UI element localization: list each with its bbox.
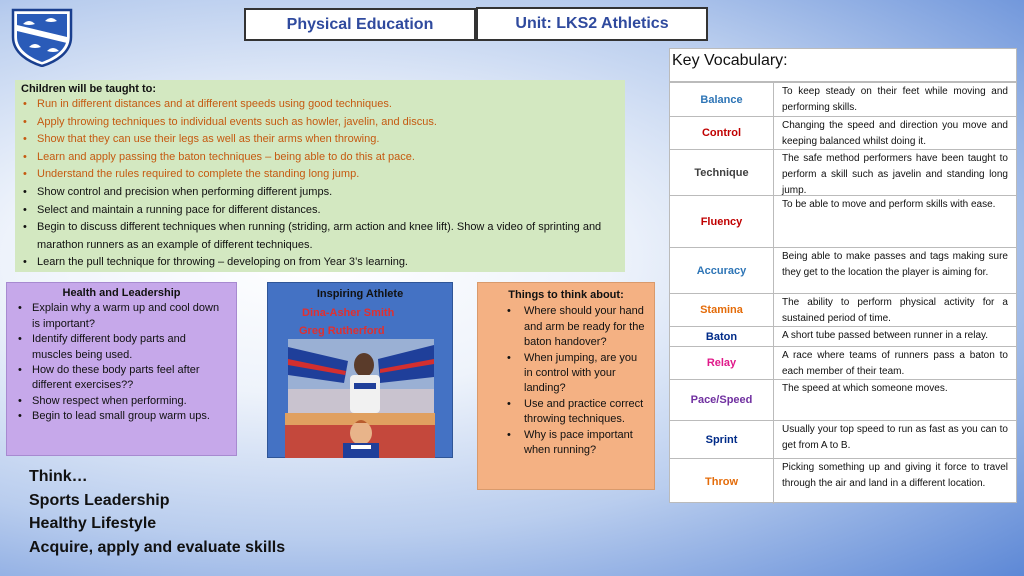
long-jumper-photo: [285, 413, 435, 458]
vocab-word: Relay: [670, 347, 774, 379]
vocab-row: [670, 326, 1016, 346]
objective-item: • Apply throwing techniques to individual events such as howler, javelin, and discus.: [21, 114, 619, 132]
vocab-definition: To keep steady on their feet while moving and performing skills.: [782, 86, 1008, 113]
inspiring-athlete-panel: [267, 282, 453, 458]
athlete-title: Inspiring Athlete: [316, 288, 404, 300]
vocab-definition: Usually your top speed to run as fast as you can to get from A to B.: [782, 424, 1008, 451]
school-crest-logo: [9, 7, 75, 67]
health-leadership-panel: [6, 282, 237, 456]
vocab-definition: Picking something up and giving it force to travel through the air and land in a different location.: [782, 462, 1008, 489]
things-item: • Why is pace important when running?: [486, 428, 646, 459]
health-item: • Identify different body parts and muscles being used.: [15, 332, 228, 363]
vocab-row: [670, 149, 1016, 195]
vocab-definition: Changing the speed and direction you move and keeping balanced whilst doing it.: [782, 120, 1008, 147]
things-item: • Use and practice correct throwing techniques.: [486, 397, 646, 428]
vocab-word: Fluency: [670, 196, 774, 247]
unit-title: Unit: LKS2 Athletics: [476, 7, 708, 41]
vocab-row: [670, 247, 1016, 293]
objective-item: • Learn the pull technique for throwing – developing on from Year 3’s learning.: [21, 254, 619, 272]
think-line: Acquire, apply and evaluate skills: [29, 538, 286, 556]
objective-item: • Understand the rules required to complete the standing long jump.: [21, 166, 619, 184]
vocab-word: Sprint: [670, 421, 774, 458]
health-item: • Explain why a warm up and cool down is important?: [15, 301, 228, 332]
vocab-definition: A race where teams of runners pass a baton to each member of their team.: [782, 350, 1008, 377]
vocab-word: Accuracy: [670, 248, 774, 293]
think-line: Think…: [29, 468, 88, 485]
athlete-name: Greg Rutherford: [299, 325, 385, 337]
objectives-heading: Children will be taught to:: [21, 83, 157, 95]
things-title: Things to think about:: [508, 289, 624, 301]
health-title: Health and Leadership: [62, 287, 181, 299]
vocab-row: [670, 346, 1016, 379]
health-item: • Begin to lead small group warm ups.: [15, 409, 228, 424]
things-to-think-panel: [477, 282, 655, 490]
vocab-row: [670, 379, 1016, 420]
vocab-word: Throw: [670, 459, 774, 504]
vocab-definition: The ability to perform physical activity for a sustained period of time.: [782, 297, 1008, 324]
vocab-word: Balance: [670, 83, 774, 116]
vocab-word: Control: [670, 117, 774, 149]
vocab-definition: The safe method performers have been taught to perform a skill such as javelin and standing long jump.: [782, 153, 1008, 196]
vocab-definition: A short tube passed between runner in a relay.: [782, 330, 989, 341]
vocab-word: Baton: [670, 327, 774, 346]
health-item: • How do these body parts feel after different exercises??: [15, 363, 228, 394]
vocab-word: Stamina: [670, 294, 774, 326]
vocab-row: [670, 420, 1016, 458]
sprinter-photo: [288, 339, 434, 413]
athlete-name: Dina-Asher Smith: [302, 307, 395, 319]
vocab-row: [670, 458, 1016, 504]
vocab-row: [670, 195, 1016, 247]
objective-item: • Begin to discuss different techniques when running (striding, arm action and knee lift). Show a video of sprinting and marathon runners as an example of different techniques.: [21, 219, 619, 254]
think-block: [29, 465, 285, 559]
objective-item: • Show that they can use their legs as well as their arms when throwing.: [21, 131, 619, 149]
vocab-definition: To be able to move and perform skills with ease.: [782, 199, 996, 210]
things-item: • Where should your hand and arm be ready for the baton handover?: [486, 304, 646, 350]
objective-item: • Show control and precision when performing different jumps.: [21, 184, 619, 202]
vocab-word: Technique: [670, 150, 774, 195]
things-item: • When jumping, are you in control with your landing?: [486, 351, 646, 397]
vocabulary-table: [669, 82, 1017, 503]
subject-title: Physical Education: [244, 8, 476, 41]
vocabulary-title: Key Vocabulary:: [669, 48, 1017, 82]
vocab-row: [670, 293, 1016, 326]
vocab-row: [670, 116, 1016, 149]
vocab-definition: The speed at which someone moves.: [782, 383, 948, 394]
objective-item: • Select and maintain a running pace for different distances.: [21, 202, 619, 220]
health-item: • Show respect when performing.: [15, 394, 228, 409]
vocab-definition: Being able to make passes and tags making sure they get to the location the player is aiming for.: [782, 251, 1008, 278]
think-line: Sports Leadership: [29, 491, 170, 509]
think-line: Healthy Lifestyle: [29, 515, 157, 532]
vocab-word: Pace/Speed: [670, 380, 774, 420]
learning-objectives-panel: [15, 80, 625, 272]
objective-item: • Learn and apply passing the baton techniques – being able to do this at pace.: [21, 149, 619, 167]
vocab-row: [670, 83, 1016, 116]
objective-item: • Run in different distances and at different speeds using good techniques.: [21, 96, 619, 114]
